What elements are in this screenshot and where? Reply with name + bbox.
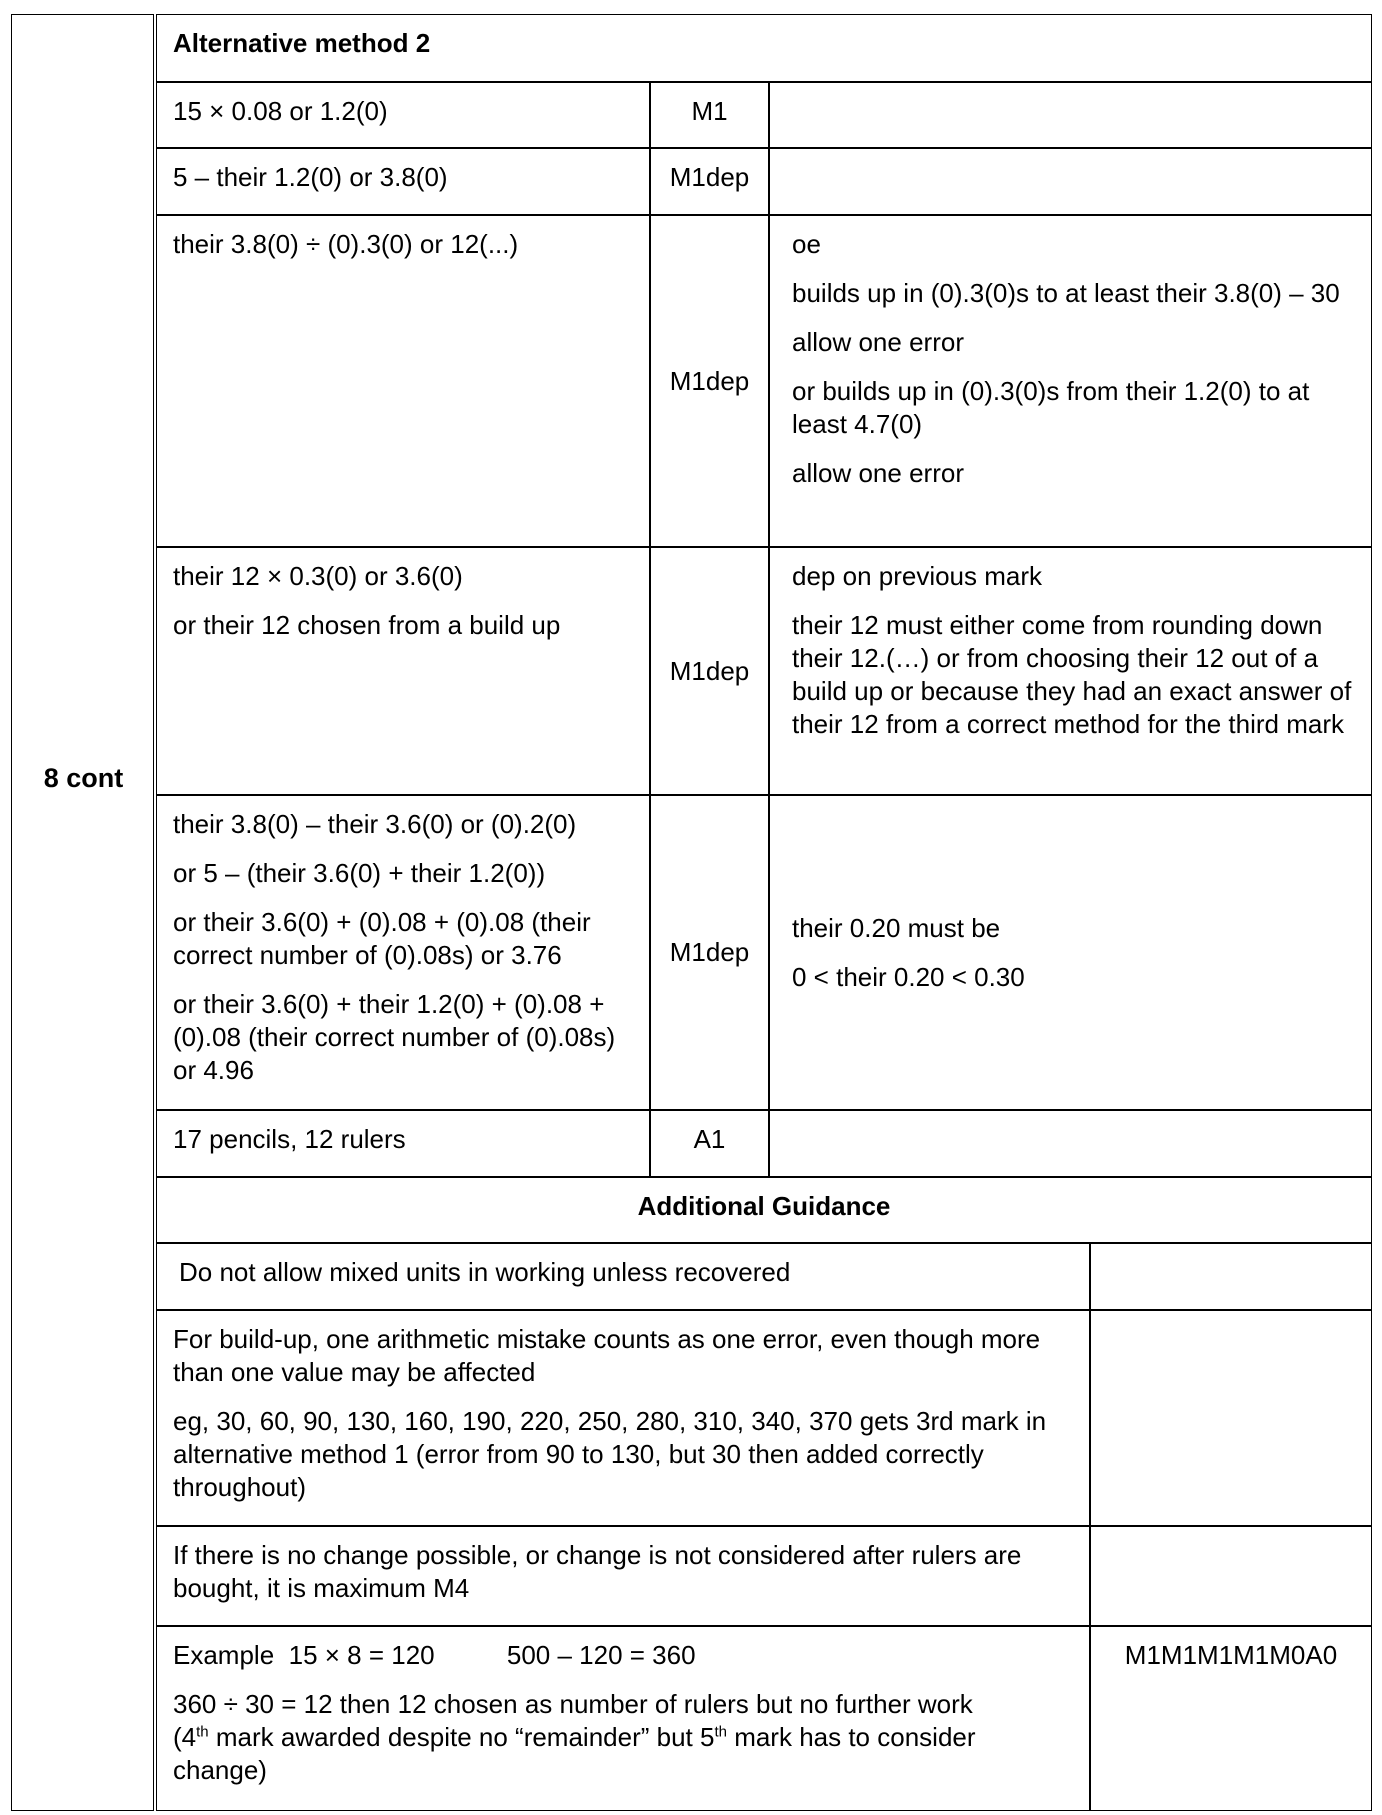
- comment-line: 0 < their 0.20 < 0.30: [792, 961, 1025, 992]
- row-6-mark: A1: [650, 1110, 769, 1177]
- superscript: th: [714, 1723, 727, 1741]
- guidance-1-text: [156, 1243, 1090, 1310]
- row-2-comments: [769, 148, 1372, 215]
- method-line: their 12 × 0.3(0) or 3.6(0): [173, 561, 463, 591]
- method-line: 17 pencils, 12 rulers: [173, 1124, 406, 1154]
- row-1-mark: M1: [650, 82, 769, 148]
- guidance-line: Do not allow mixed units in working unless recovered: [179, 1257, 791, 1287]
- guidance-title: Additional Guidance: [156, 1177, 1372, 1243]
- row-4-mark: M1dep: [650, 547, 769, 795]
- method-line: or their 12 chosen from a build up: [173, 610, 561, 640]
- method-line: 15 × 0.08 or 1.2(0): [173, 96, 388, 126]
- row-5-comments: [769, 795, 1372, 1110]
- row-6-comments: [769, 1110, 1372, 1177]
- row-6-method: [156, 1110, 650, 1177]
- comment-line: dep on previous mark: [792, 561, 1043, 591]
- method-line: or 5 – (their 3.6(0) + their 1.2(0)): [173, 858, 546, 888]
- guidance-2-text: [156, 1310, 1090, 1526]
- question-number: 8 cont: [43, 763, 124, 793]
- comment-line: their 0.20 must be: [792, 912, 1001, 943]
- row-5-method: [156, 795, 650, 1110]
- comment-line: allow one error: [792, 458, 964, 488]
- method-line: 5 – their 1.2(0) or 3.8(0): [173, 162, 448, 192]
- row-3-comments: [769, 215, 1372, 547]
- comment-line: builds up in (0).3(0)s to at least their 3.8(0) – 30: [792, 278, 1340, 308]
- guidance-line: [173, 1721, 1075, 1787]
- mark-scheme-table: [11, 14, 1372, 1811]
- guidance-4-mark: M1M1M1M1M0A0: [1090, 1626, 1372, 1811]
- method-line: their 3.8(0) – their 3.6(0) or (0).2(0): [173, 809, 577, 839]
- row-3-method: [156, 215, 650, 547]
- comment-line: their 12 must either come from rounding down their 12.(…) or from choosing their 12 out of a build up or because they had an exact answer of their 12 from a correct method for the third mark: [792, 610, 1352, 739]
- row-4-method: [156, 547, 650, 795]
- guidance-3-text: [156, 1526, 1090, 1626]
- method-line: or their 3.6(0) + their 1.2(0) + (0).08 + (0).08 (their correct number of (0).08s) or 4.96: [173, 989, 616, 1085]
- text-part: (4: [173, 1722, 197, 1752]
- guidance-2-mark: [1090, 1310, 1372, 1526]
- guidance-line: For build-up, one arithmetic mistake counts as one error, even though more than one value may be affected: [173, 1324, 1041, 1387]
- method-header: Alternative method 2: [156, 14, 1372, 82]
- guidance-line: eg, 30, 60, 90, 130, 160, 190, 220, 250, 280, 310, 340, 370 gets 3rd mark in alternative method 1 (error from 90 to 130, but 30 then added correctly throughout): [173, 1406, 1047, 1502]
- row-2-method: [156, 148, 650, 215]
- text-part: mark awarded despite no “remainder” but 5: [208, 1722, 715, 1752]
- guidance-line: 360 ÷ 30 = 12 then 12 chosen as number of rulers but no further work: [173, 1689, 973, 1719]
- row-1-comments: [769, 82, 1372, 148]
- guidance-4-text: [156, 1626, 1090, 1811]
- row-2-mark: M1dep: [650, 148, 769, 215]
- superscript: th: [196, 1723, 209, 1741]
- guidance-3-mark: [1090, 1526, 1372, 1626]
- comment-line: or builds up in (0).3(0)s from their 1.2(0) to at least 4.7(0): [792, 376, 1310, 439]
- row-3-mark: M1dep: [650, 215, 769, 547]
- method-line: or their 3.6(0) + (0).08 + (0).08 (their correct number of (0).08s) or 3.76: [173, 907, 591, 970]
- guidance-example: Example 15 × 8 = 120 500 – 120 = 360: [173, 1640, 696, 1670]
- text-part: mark has to consider change): [173, 1722, 976, 1785]
- method-line: their 3.8(0) ÷ (0).3(0) or 12(...): [173, 229, 519, 259]
- row-4-comments: [769, 547, 1372, 795]
- guidance-1-mark: [1090, 1243, 1372, 1310]
- row-1-method: [156, 82, 650, 148]
- row-5-mark: M1dep: [650, 795, 769, 1110]
- guidance-line: If there is no change possible, or change is not considered after rulers are bought, it is maximum M4: [173, 1540, 1022, 1603]
- question-column: [11, 14, 154, 1811]
- comment-line: allow one error: [792, 327, 964, 357]
- comment-line: oe: [792, 229, 821, 259]
